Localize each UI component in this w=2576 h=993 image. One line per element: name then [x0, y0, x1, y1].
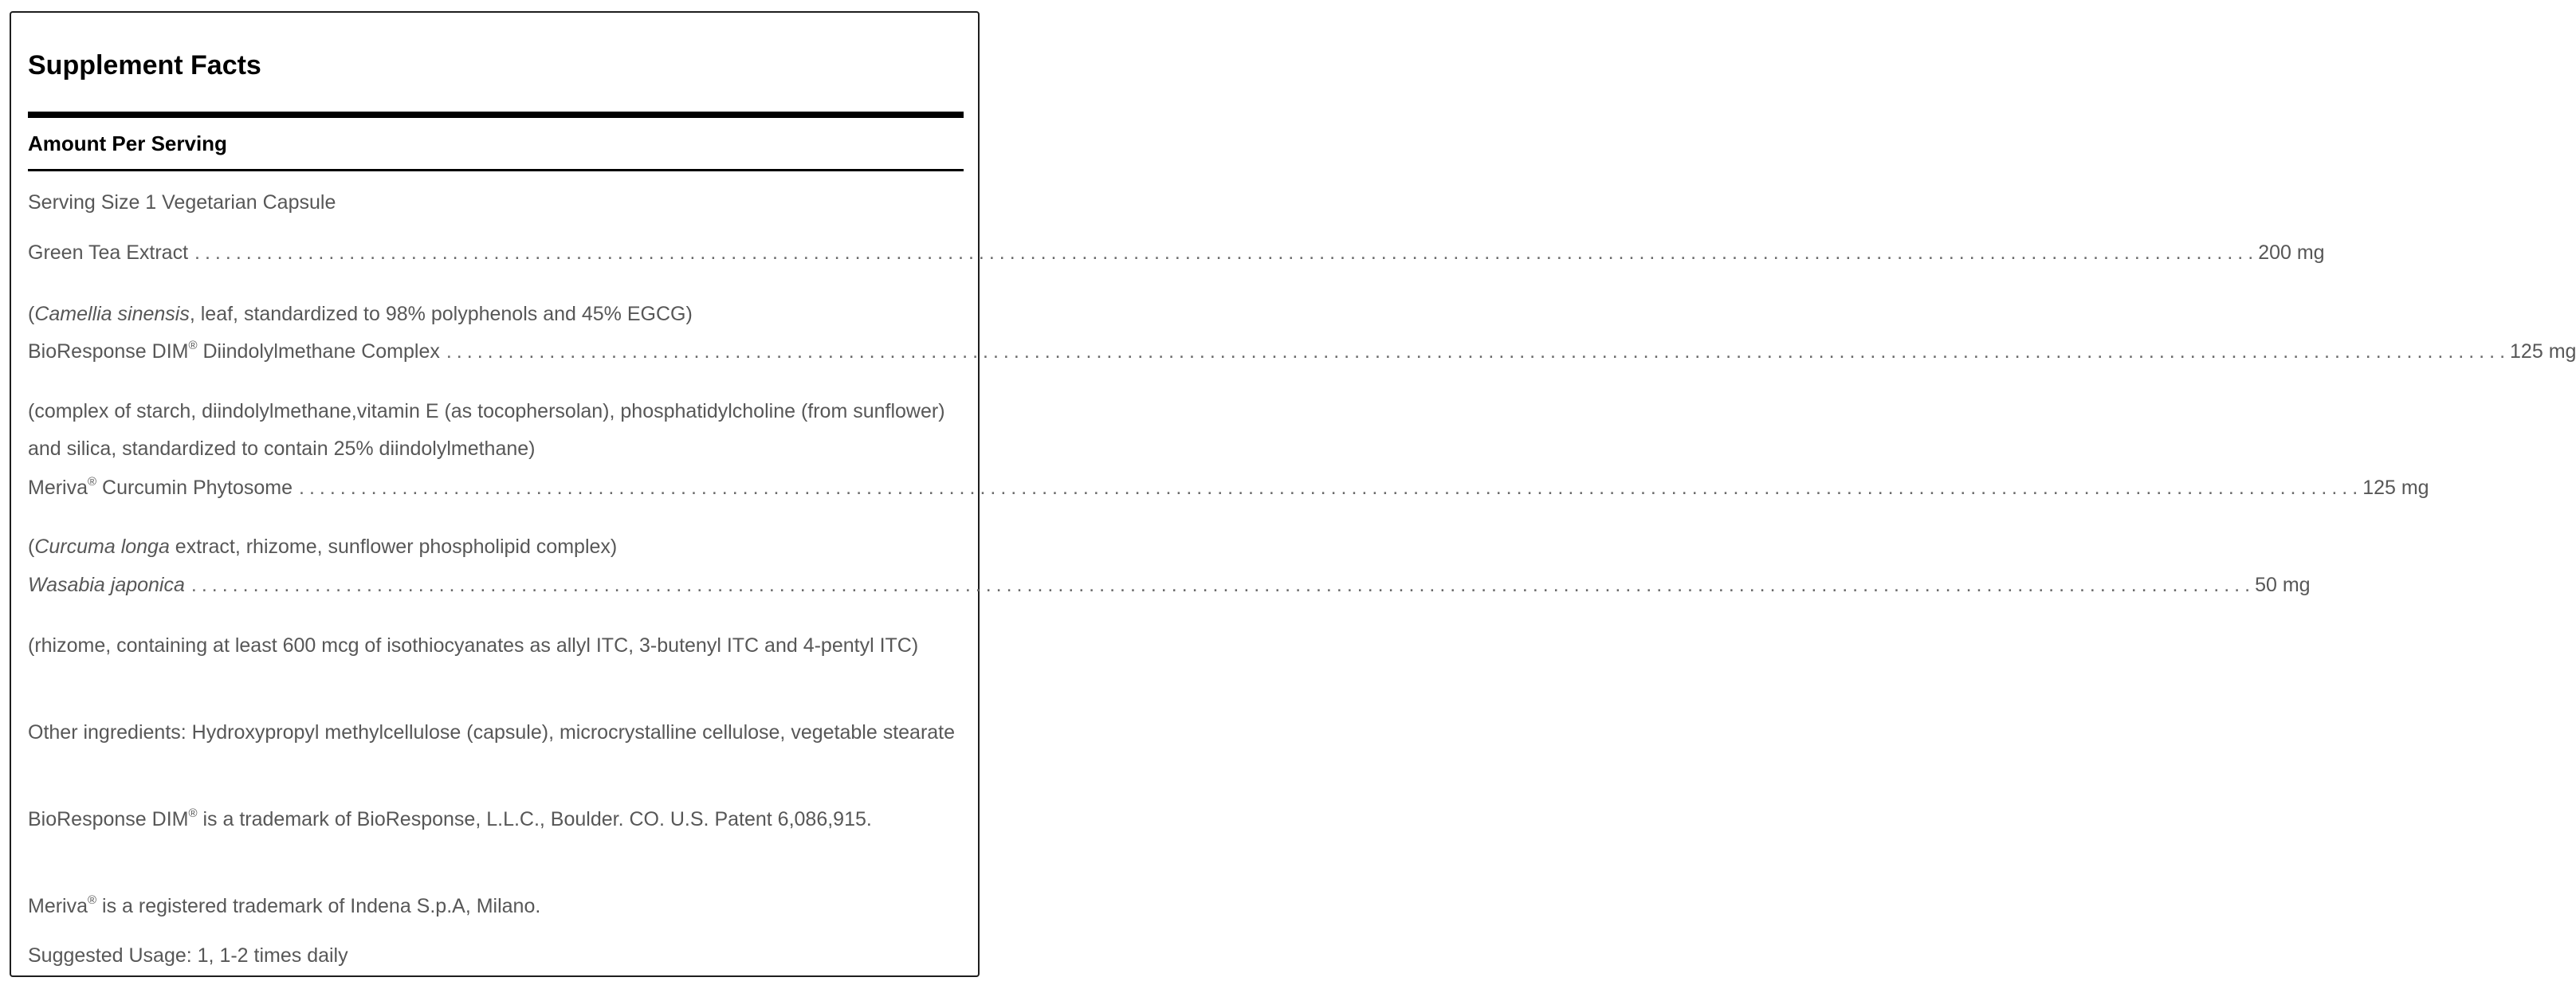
- dot-leader: ........................................................................................................................................................................................................: [299, 477, 2363, 499]
- registered-mark: ®: [188, 807, 198, 820]
- ingredient-name-main: Meriva: [28, 477, 88, 499]
- serving-size: Serving Size 1 Vegetarian Capsule: [28, 191, 336, 214]
- dot-leader: ........................................................................................................................................................................................................: [446, 340, 2511, 363]
- thick-divider: [28, 112, 964, 118]
- ingredient-name-main: BioResponse DIM: [28, 340, 189, 363]
- detail-text: , leaf, standardized to 98% polyphenols and 45% EGCG): [189, 303, 693, 325]
- ingredient-name: [28, 472, 293, 504]
- dot-leader: ........................................................................................................................................................................................................: [190, 574, 2256, 596]
- ingredient-amount: 200 mg: [2258, 241, 2325, 264]
- trademark-notice-meriva: [28, 888, 964, 925]
- ingredient-name-rest: Curcumin Phytosome: [96, 477, 293, 499]
- ingredient-detail-green-tea: [28, 296, 964, 333]
- amount-per-serving-heading: Amount Per Serving: [28, 131, 227, 155]
- thin-divider: [28, 169, 964, 171]
- dot-leader: ........................................................................................................................................................................................................: [194, 241, 2259, 264]
- ingredient-row-green-tea: [28, 237, 2325, 269]
- suggested-usage: Suggested Usage: 1, 1-2 times daily: [28, 944, 348, 967]
- other-ingredients: Other ingredients: Hydroxypropyl methylcellulose (capsule), microcrystalline cellulose, vegetable stearate: [28, 721, 956, 744]
- registered-mark: ®: [88, 475, 97, 489]
- detail-text: extract, rhizome, sunflower phospholipid complex): [169, 536, 618, 558]
- ingredient-amount: 125 mg: [2510, 340, 2576, 363]
- open-paren: (: [28, 536, 35, 558]
- ingredient-amount: 125 mg: [2362, 477, 2429, 499]
- ingredient-name-rest: Diindolylmethane Complex: [197, 340, 440, 363]
- ingredient-detail-wasabia: (rhizome, containing at least 600 mcg of isothiocyanates as allyl ITC, 3-butenyl ITC and 4-pentyl ITC): [28, 634, 919, 657]
- ingredient-row-wasabia: [28, 569, 2311, 601]
- trademark-text: is a registered trademark of Indena S.p.A, Milano.: [96, 895, 541, 917]
- ingredient-row-meriva: [28, 472, 2429, 504]
- trademark-notice-dim: [28, 801, 964, 838]
- open-paren: (: [28, 303, 35, 325]
- ingredient-row-dim: [28, 336, 2576, 367]
- ingredient-name: Wasabia japonica: [28, 574, 185, 596]
- ingredient-amount: 50 mg: [2255, 574, 2311, 596]
- registered-mark: ®: [88, 893, 97, 907]
- trademark-name: BioResponse DIM: [28, 808, 189, 830]
- ingredient-detail-dim: (complex of starch, diindolylmethane,vitamin E (as tocophersolan), phosphatidylcholine (from sunflower) and silica, standardized to contain 25% diindolylmethane): [28, 400, 945, 460]
- ingredient-name: [28, 336, 440, 367]
- botanical-name: Curcuma longa: [34, 536, 170, 558]
- trademark-text: is a trademark of BioResponse, L.L.C., Boulder. CO. U.S. Patent 6,086,915.: [197, 808, 872, 830]
- ingredient-detail-meriva: [28, 528, 964, 566]
- panel-title: Supplement Facts: [28, 50, 261, 80]
- supplement-facts-panel: [10, 11, 2576, 977]
- ingredient-name: Green Tea Extract: [28, 241, 189, 264]
- trademark-name: Meriva: [28, 895, 88, 917]
- registered-mark: ®: [188, 339, 198, 352]
- botanical-name: Camellia sinensis: [34, 303, 190, 325]
